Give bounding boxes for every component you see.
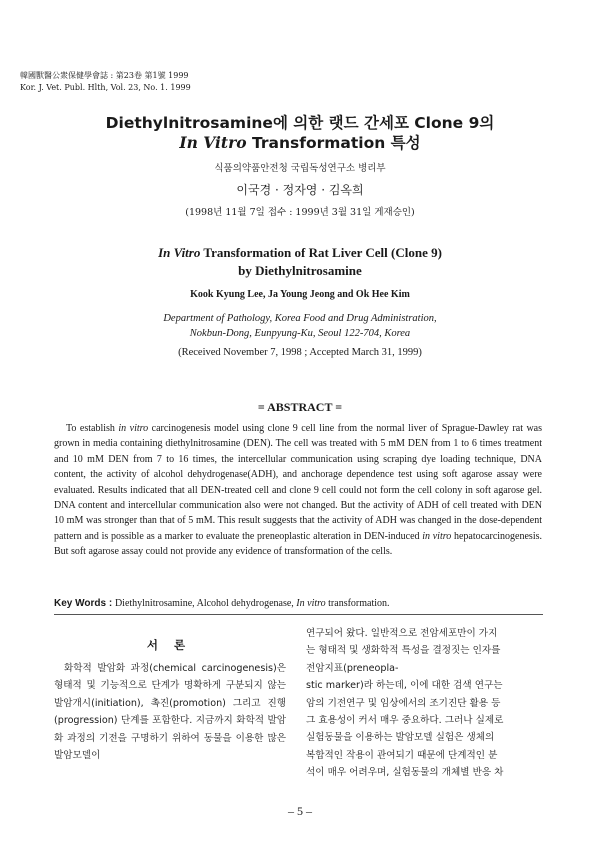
korean-dates: (1998년 11월 7일 접수 : 1999년 3월 31일 게재승인) — [185, 207, 415, 218]
english-title-line1 — [0, 244, 600, 262]
right-column-line: stic marker)라 하는데, 이에 대한 검색 연구는 — [306, 680, 503, 692]
abstract-heading: = ABSTRACT = — [257, 400, 343, 414]
english-authors: Kook Kyung Lee, Ja Young Jeong and Ok Hee Kim — [190, 289, 410, 300]
right-column-line: 석이 매우 어려우며, 실험동물의 개체별 반응 차 — [306, 767, 504, 779]
introduction-left-column: 화학적 발암화 과정(chemical carcinogenesis)은 형태적 및 기능적으로 단계가 명확하게 구분되지 않는 발암개시(initiation), 촉진(promotion) 그리고 진행(progression) 단계를 포함한다. 지금까지 화학적 발암화 과정의 기전을 구명하기 위하여 동물을 이용한 많은 발암모델이 — [54, 663, 286, 762]
journal-line-korean: 韓國獸醫公衆保健學會誌 : 第23卷 第1號 1999 — [20, 71, 189, 80]
korean-title-line2 — [0, 133, 600, 153]
english-affiliation — [0, 311, 600, 341]
keywords-line — [54, 598, 554, 609]
korean-authors: 이국경 · 정자영 · 김옥희 — [236, 183, 364, 197]
english-title-line2: by Diethylnitrosamine — [238, 263, 362, 278]
english-dates: (Received November 7, 1998 ; Accepted March 31, 1999) — [178, 347, 422, 358]
right-column-line: 복합적인 작용이 관여되기 때문에 단계적인 분 — [306, 749, 498, 761]
english-affiliation-line2: Nokbun-Dong, Eunpyung-Ku, Seoul 122-704, Korea — [189, 328, 411, 339]
keywords-italic: In vitro — [296, 598, 326, 609]
english-title — [0, 244, 600, 280]
introduction-right-column — [306, 625, 544, 782]
english-title-italic: In Vitro — [158, 245, 201, 260]
right-column-line: 암의 기전연구 및 임상에서의 조기진단 활용 등 — [306, 697, 501, 709]
abstract-text-3: hepatocarcinogenesis. But soft agarose assay could not provide any evidence of transformation of the cells. — [54, 530, 542, 558]
right-column-line: 전암지표(preneopla- — [306, 662, 399, 674]
abstract-text-2: carcinogenesis model using clone 9 cell line from the normal liver of Sprague-Dawley rat was grown in media containing diethylnitrosamine (DEN). The cell was treated with 5 mM DEN from 1 to 6 times treatment and 10 mM DEN from 7 to 16 times, the intercellular communication using scraping dye loading technique, DNA content, the activity of alcohol dehydrogenase(ADH), and anchorage dependence test using soft agarose assay were evaluated. Results indicated that all DEN-treated cell and clone 9 cell could not form the cell colony in soft agarose gel. DNA content and intercellular communication also were not changed. But the activity of ADH of cell treated with DEN 10 mM was stronger than that of 5 mM. This result suggests that the activity of ADH was changed in the dose-dependent pattern and is possible as a marker to evaluate the preneoplastic alteration in DEN-induced — [54, 423, 543, 542]
korean-title-rest: Transformation 특성 — [246, 134, 421, 152]
english-title-rest: Transformation of Rat Liver Cell (Clone 9) — [200, 245, 442, 260]
abstract-italic-1: in vitro — [118, 423, 149, 434]
abstract-body — [54, 421, 542, 560]
keywords-label: Key Words : — [54, 598, 115, 609]
right-column-line: 그 효용성이 커서 매우 중요하다. 그러나 실제로 — [306, 715, 504, 727]
abstract-italic-2: in vitro — [422, 530, 452, 542]
korean-affiliation: 식품의약품안전청 국립독성연구소 병리부 — [214, 163, 386, 174]
right-column-line: 실험동물을 이용하는 발암모델 실험은 생체의 — [306, 732, 495, 744]
keywords-text-1: Diethylnitrosamine, Alcohol dehydrogenase, — [114, 598, 297, 609]
korean-title — [0, 113, 600, 153]
keywords-divider — [54, 614, 543, 615]
journal-line-english: Kor. J. Vet. Publ. Hlth, Vol. 23, No. 1. 1999 — [20, 83, 191, 92]
keywords-text-2: transformation. — [325, 598, 390, 609]
right-column-line: 는 형태적 및 생화학적 특성을 결정짓는 인자를 — [306, 645, 501, 657]
abstract-text-1: To establish — [66, 423, 119, 434]
korean-title-italic: In Vitro — [179, 133, 247, 152]
right-column-line: 연구되어 왔다. 일반적으로 전암세포만이 가지 — [306, 628, 498, 639]
journal-header — [20, 70, 191, 94]
english-affiliation-line1: Department of Pathology, Korea Food and Drug Administration, — [163, 313, 437, 324]
korean-title-line1: Diethylnitrosamine에 의한 랫드 간세포 Clone 9의 — [105, 114, 495, 132]
page-number: – 5 – — [288, 804, 312, 818]
introduction-heading: 서 론 — [146, 638, 192, 652]
